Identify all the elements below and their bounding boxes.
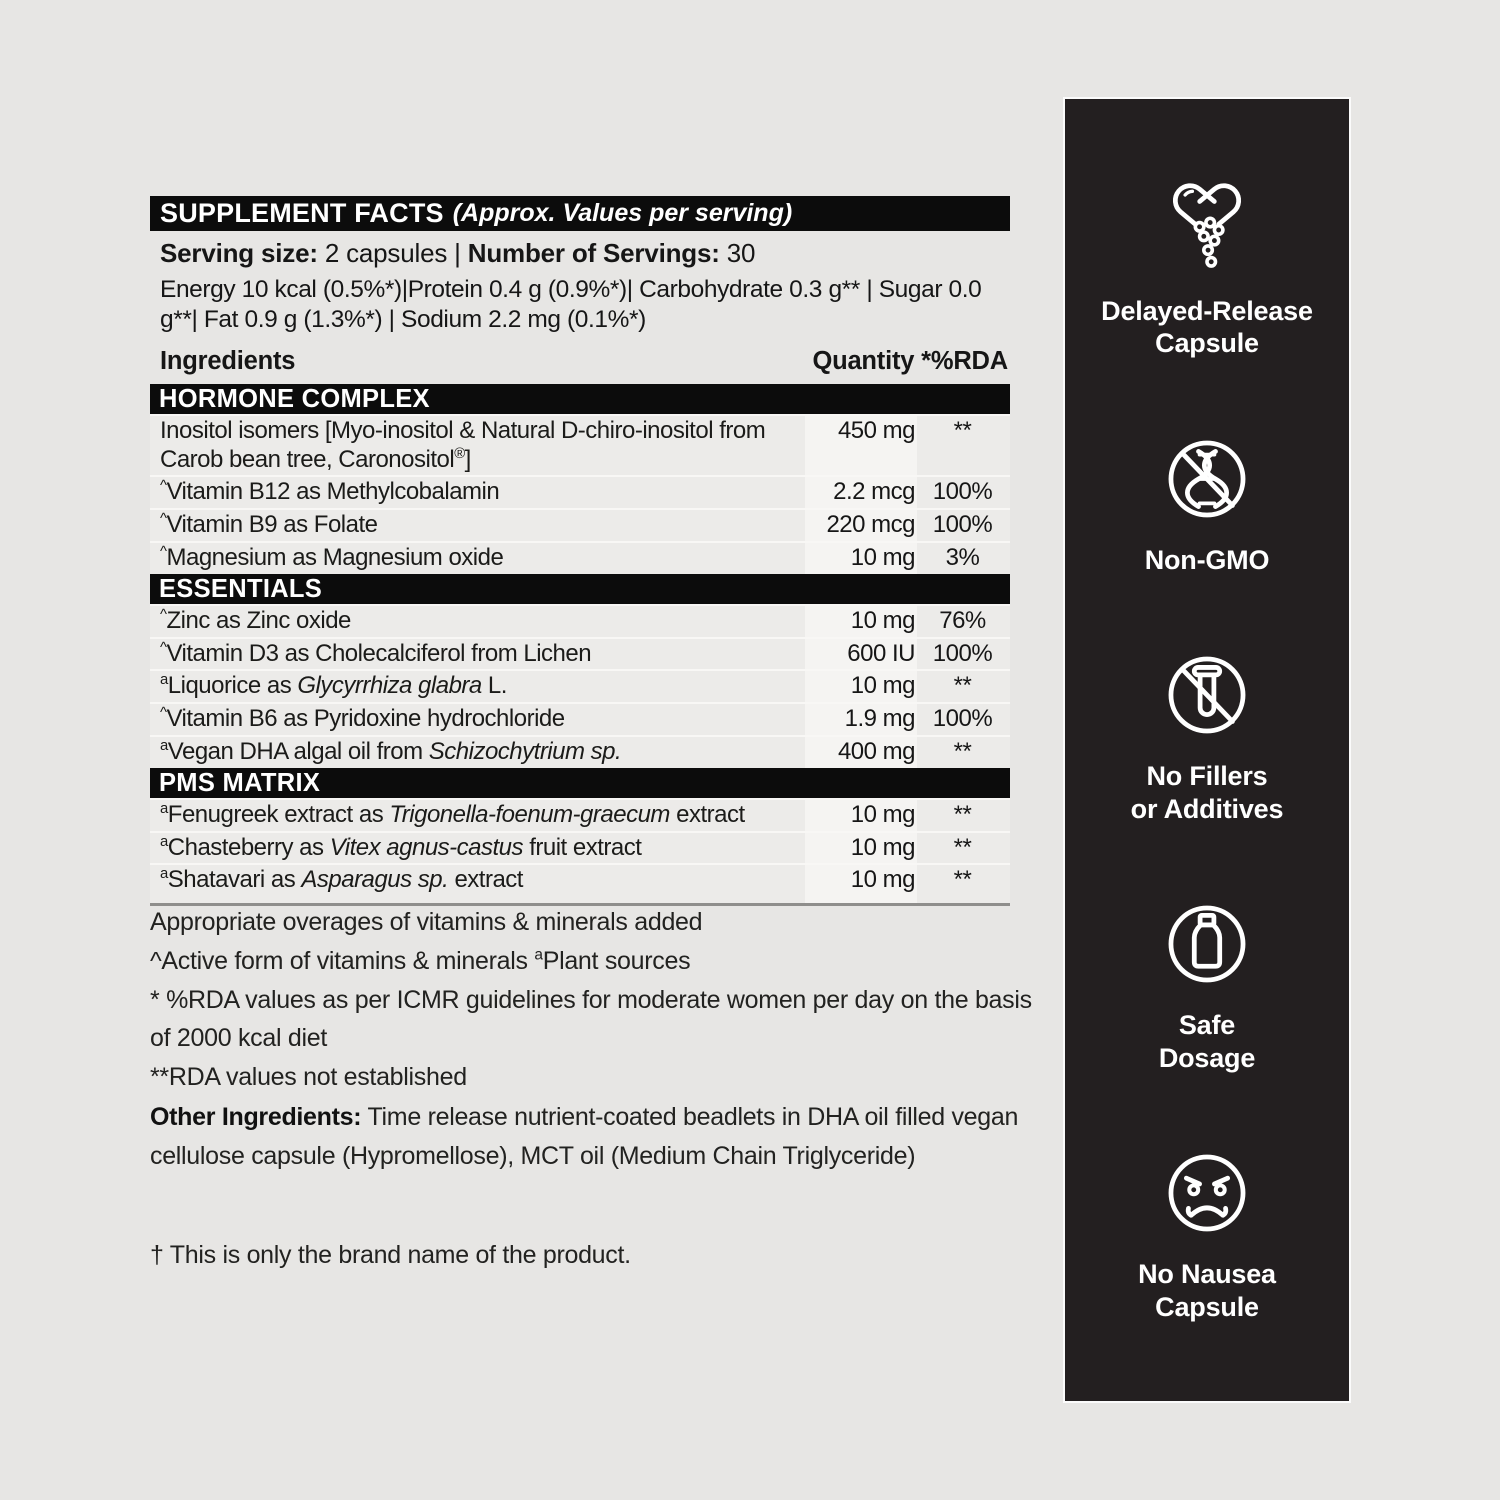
- quantity-value: 600 IU: [847, 639, 915, 667]
- benefit-label-line: Delayed-Release: [1101, 296, 1313, 327]
- rda-value: **: [953, 672, 972, 700]
- benefit-label-line: Non-GMO: [1144, 544, 1270, 575]
- quantity-value: 10 mg: [850, 606, 915, 634]
- ingredient-row: [150, 637, 1010, 670]
- ingredient-name: $^a$Liquorice as Glycyrrhiza glabra L.: [160, 672, 507, 700]
- brand-note: † This is only the brand name of the product.: [150, 1241, 631, 1269]
- quantity-value: 400 mg: [837, 737, 915, 765]
- ingredient-name: ^Vitamin D3 as Cholecalciferol from Lichen: [160, 639, 592, 667]
- no-fillers-icon: [1154, 642, 1260, 748]
- ingredient-name: ^Magnesium as Magnesium oxide: [160, 543, 504, 571]
- panel-subtitle: (Approx. Values per serving): [452, 199, 793, 227]
- benefit-label-line: Safe: [1178, 1010, 1236, 1041]
- quantity-rda-column-header: Quantity *%RDA: [812, 346, 1008, 375]
- ingredient-row: [150, 541, 1010, 574]
- other-ingredients: [150, 1098, 1034, 1176]
- rda-value: **: [953, 800, 972, 828]
- benefits-sidebar: [1063, 97, 1351, 1403]
- footnote-line: ^Active form of vitamins & minerals $^a$Plant sources: [150, 946, 691, 975]
- ingredient-row: [150, 414, 1010, 476]
- footnote-line: **RDA values not established: [150, 1063, 467, 1091]
- table-column-headers: [150, 341, 1010, 384]
- non-gmo-icon: [1154, 426, 1260, 532]
- ingredient-name: ^Vitamin B6 as Pyridoxine hydrochloride: [160, 705, 565, 733]
- section-header: HORMONE COMPLEX: [150, 384, 1010, 414]
- serving-separator: |: [454, 238, 461, 268]
- rda-value: **: [953, 416, 972, 444]
- servings-count-label: Number of Servings:: [467, 238, 720, 268]
- safe-dosage-icon: [1154, 891, 1260, 997]
- quantity-value: 10 mg: [850, 833, 915, 861]
- benefit-label-line: No Fillers: [1146, 761, 1268, 792]
- ingredient-row: [150, 831, 1010, 864]
- quantity-value: 10 mg: [850, 672, 915, 700]
- ingredient-name: ^Zinc as Zinc oxide: [160, 606, 351, 634]
- supplement-facts-header: [150, 196, 1010, 231]
- benefit-label: [1101, 295, 1313, 360]
- no-nausea-icon: [1154, 1140, 1260, 1246]
- benefit-badge: [1101, 177, 1313, 360]
- benefit-label: [1131, 760, 1284, 825]
- rda-value: 100%: [932, 639, 993, 667]
- serving-size-label: Serving size:: [160, 238, 318, 268]
- rda-value: 76%: [939, 606, 986, 634]
- delayed-release-capsule-icon: [1154, 177, 1260, 283]
- other-ingredients-label: Other Ingredients:: [150, 1103, 362, 1131]
- ingredient-row: [150, 508, 1010, 541]
- ingredient-name: $^a$Chasteberry as Vitex agnus-castus fruit extract: [160, 833, 642, 861]
- benefit-label-line: Capsule: [1155, 328, 1259, 359]
- quantity-value: 2.2 mcg: [833, 478, 915, 506]
- benefit-label: [1138, 1258, 1276, 1323]
- footnote-line: * %RDA values as per ICMR guidelines for moderate women per day on the basis of 2000 kcal diet: [150, 985, 1032, 1053]
- quantity-value: 450 mg: [837, 416, 915, 444]
- nutrition-summary: Energy 10 kcal (0.5%*)|Protein 0.4 g (0.9%*)| Carbohydrate 0.3 g** | Sugar 0.0 g**| Fat 0.9 g (1.3%*) | Sodium 2.2 mg (0.1%*): [160, 276, 982, 333]
- rda-value: **: [953, 833, 972, 861]
- ingredient-name: ^Vitamin B9 as Folate: [160, 511, 378, 539]
- supplement-facts-panel: [150, 196, 1010, 906]
- footnotes: [150, 903, 1034, 1097]
- serving-info: [150, 231, 1010, 271]
- rda-value: 3%: [945, 543, 980, 571]
- section-header: PMS MATRIX: [150, 768, 1010, 798]
- serving-size-value: 2 capsules: [324, 238, 448, 268]
- rda-value: **: [953, 737, 972, 765]
- benefit-label: [1145, 544, 1270, 576]
- panel-title: SUPPLEMENT FACTS: [160, 198, 444, 228]
- other-ingredients-text: Time release nutrient-coated beadlets in DHA oil filled vegan cellulose capsule (Hypromellose), MCT oil (Medium Chain Triglyceride): [150, 1103, 1019, 1170]
- ingredient-name: Inositol isomers [Myo-inositol & Natural D-chiro-inositol from Carob bean tree, Caronositol®]: [160, 416, 766, 473]
- ingredient-name: $^a$Vegan DHA algal oil from Schizochytrium sp.: [160, 737, 622, 765]
- benefit-label-line: No Nausea: [1138, 1259, 1276, 1290]
- ingredient-row: [150, 735, 1010, 768]
- footnote-line: Appropriate overages of vitamins & minerals added: [150, 908, 703, 936]
- ingredient-name: ^Vitamin B12 as Methylcobalamin: [160, 478, 500, 506]
- ingredient-name: $^a$Shatavari as Asparagus sp. extract: [160, 866, 523, 894]
- ingredient-row: [150, 702, 1010, 735]
- quantity-value: 10 mg: [850, 543, 915, 571]
- quantity-value: 1.9 mg: [844, 705, 915, 733]
- benefit-badge: [1131, 642, 1284, 825]
- quantity-value: 220 mcg: [826, 511, 915, 539]
- benefit-label-line: Capsule: [1155, 1291, 1259, 1322]
- servings-count-value: 30: [726, 238, 756, 268]
- benefit-label-line: Dosage: [1158, 1042, 1256, 1073]
- benefit-label: [1159, 1009, 1255, 1074]
- rda-value: **: [953, 866, 972, 894]
- ingredient-row: [150, 604, 1010, 637]
- rda-value: 100%: [932, 478, 993, 506]
- benefit-label-line: or Additives: [1130, 793, 1284, 824]
- benefit-badge: [1138, 1140, 1276, 1323]
- ingredients-column-header: Ingredients: [160, 346, 296, 375]
- ingredient-row: [150, 475, 1010, 508]
- ingredient-row: [150, 669, 1010, 702]
- quantity-value: 10 mg: [850, 866, 915, 894]
- benefit-badge: [1154, 891, 1260, 1074]
- benefit-badge: [1145, 426, 1270, 576]
- ingredients-table: [150, 384, 1010, 906]
- ingredient-row: [150, 863, 1010, 896]
- rda-value: 100%: [932, 705, 993, 733]
- rda-value: 100%: [932, 511, 993, 539]
- ingredient-name: $^a$Fenugreek extract as Trigonella-foenum-graecum extract: [160, 800, 745, 828]
- ingredient-row: [150, 798, 1010, 831]
- section-header: ESSENTIALS: [150, 574, 1010, 604]
- quantity-value: 10 mg: [850, 800, 915, 828]
